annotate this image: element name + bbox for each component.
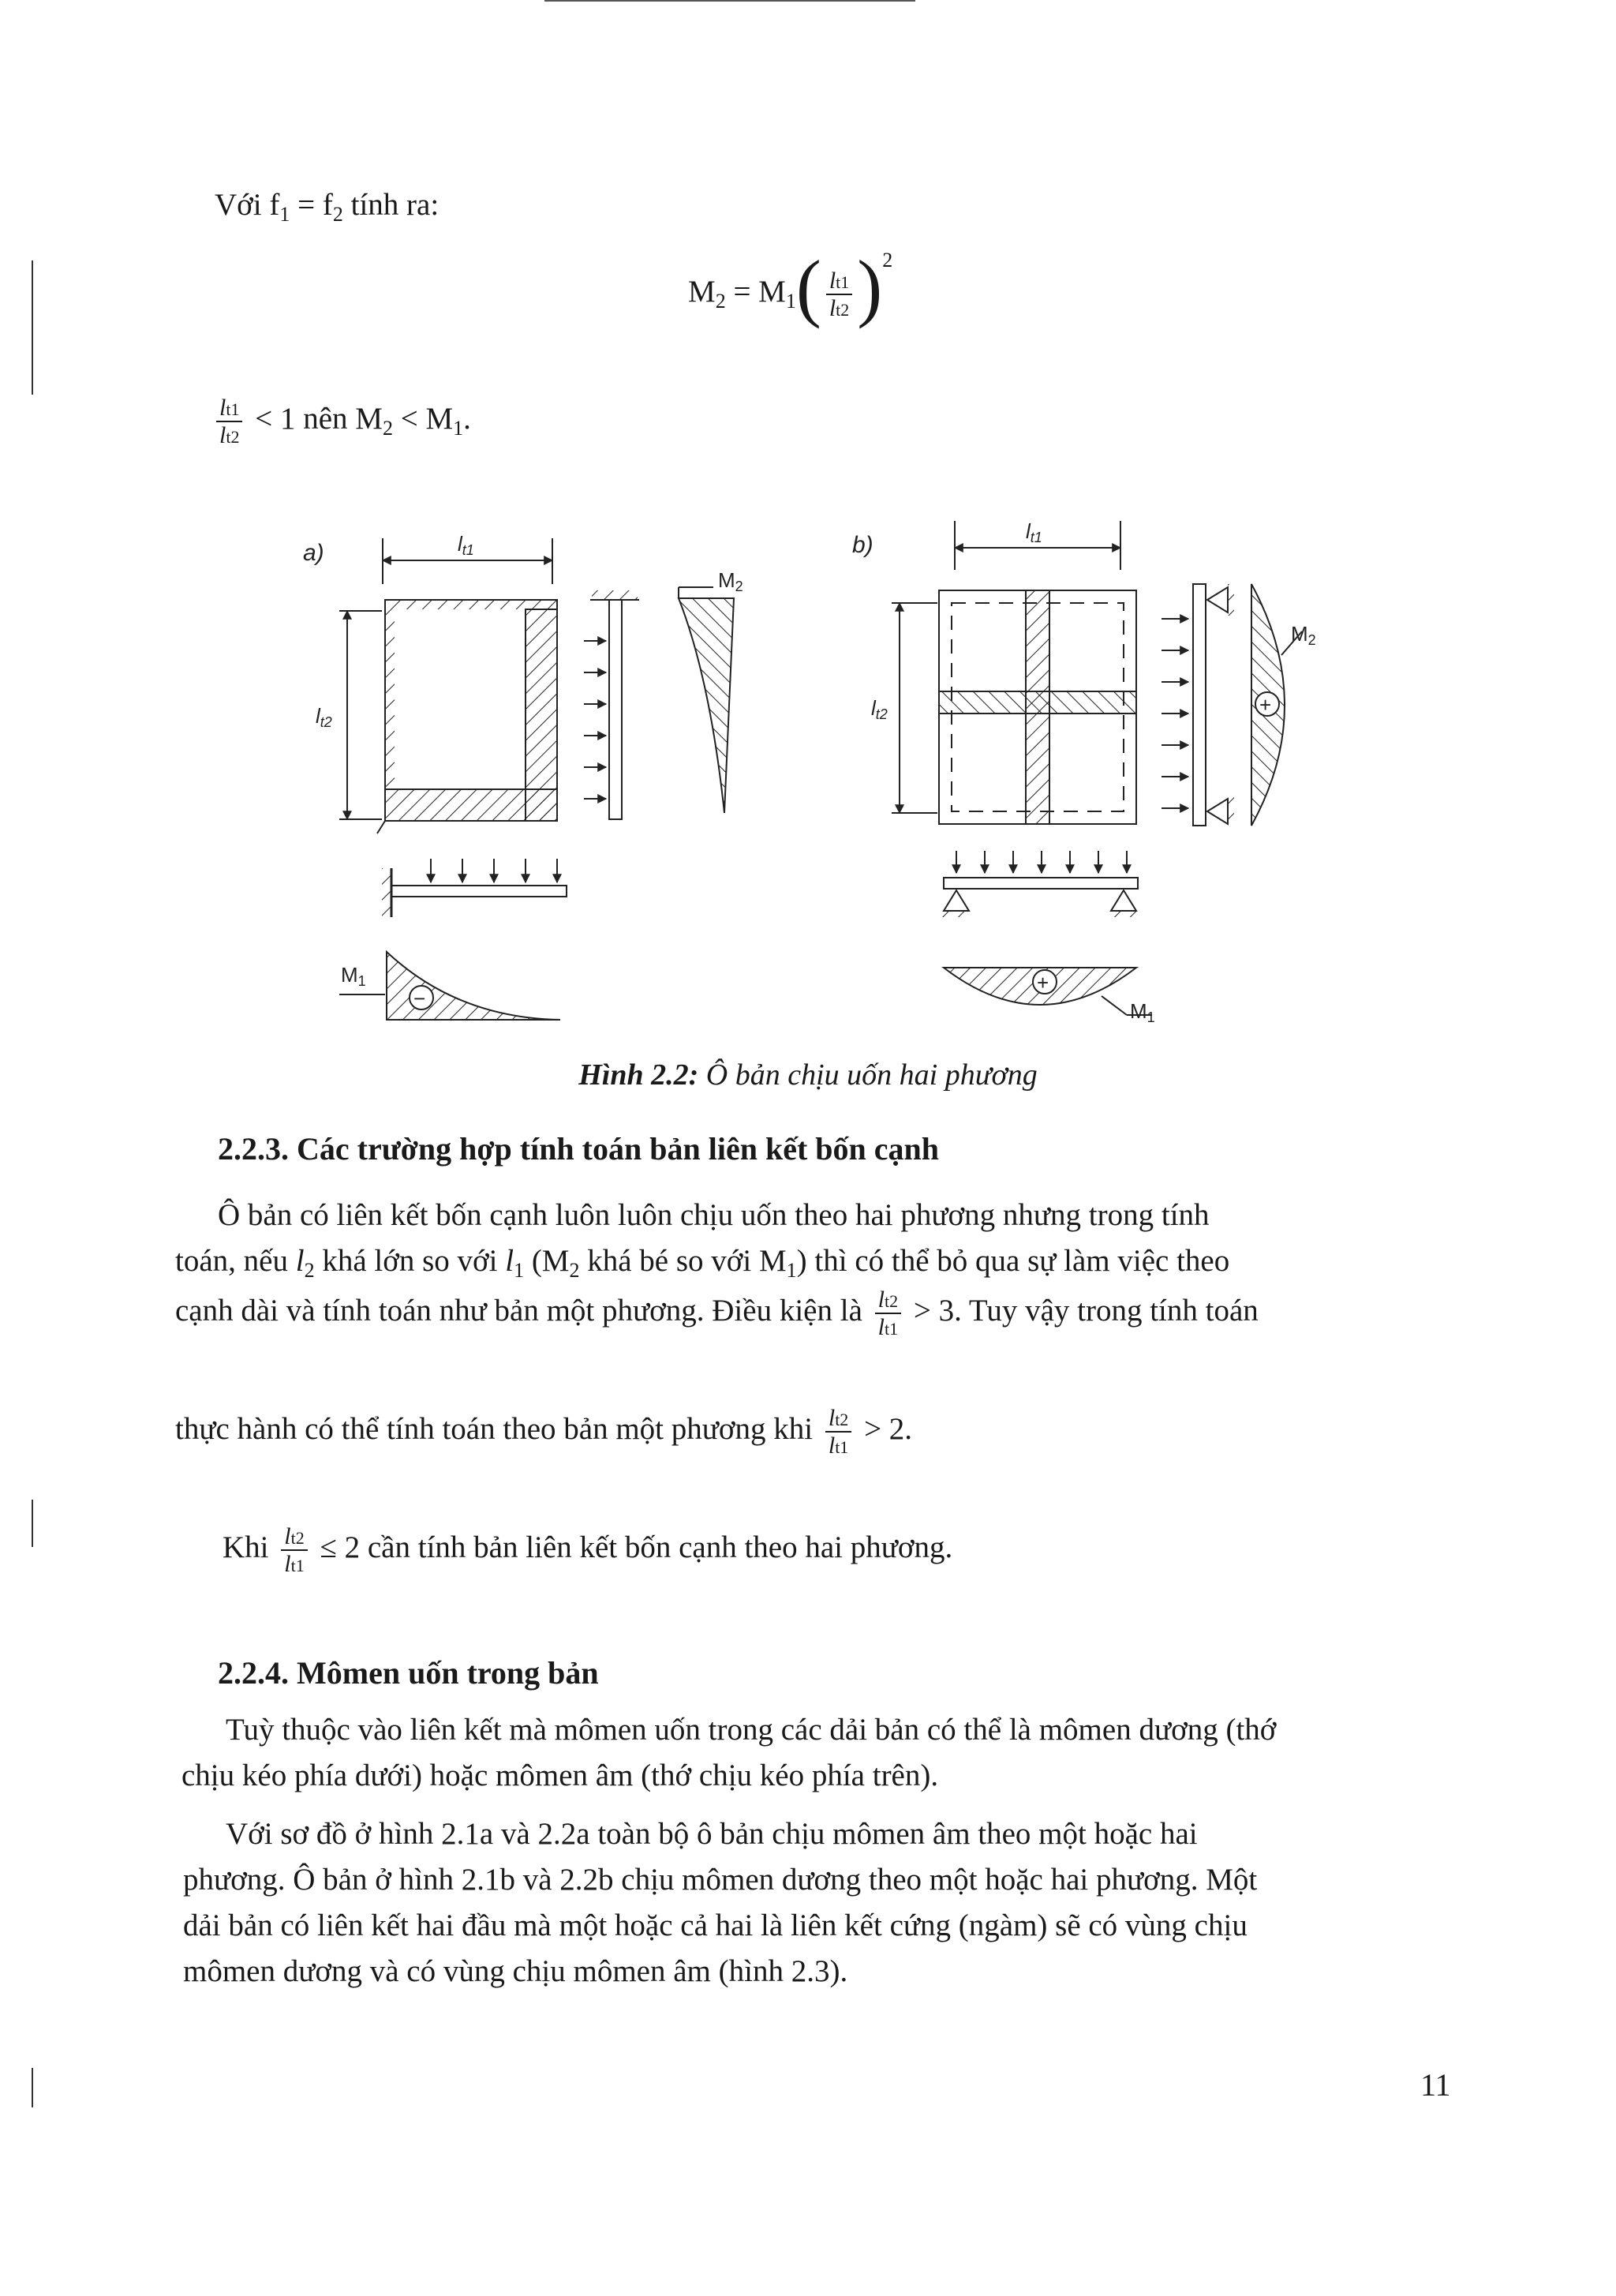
paragraph-223-line2: toán, nếu $l_2$ khá lớn so với $l_1$ ($M_2$ khá bé so với $M_1$) thì có thể bỏ qua sự làm việc theo	[175, 1244, 1230, 1282]
dimension-lt2-b	[871, 603, 937, 813]
formula-m2: $M_2 = M_1$( $\frac{lt1}{lt2}$ )$^2$	[688, 245, 893, 329]
dimension-lt1-b	[955, 519, 1120, 570]
paragraph-224-1b: chịu kéo phía dưới) hoặc mômen âm (thớ chịu kéo phía trên).	[181, 1759, 939, 1792]
ratio-fraction: $\frac{lt1}{lt2}$	[216, 395, 242, 448]
fraction-lt2-lt1: $\frac{lt2}{lt1}$	[825, 1405, 851, 1459]
svg-text:M1: M1	[1130, 999, 1155, 1025]
svg-text:M2: M2	[1291, 622, 1316, 648]
lt1-a-l: l	[458, 532, 462, 556]
load-arrows-bottom-a	[382, 859, 567, 917]
paragraph-224-2c: dải bản có liên kết hai đầu mà một hoặc cả hai là liên kết cứng (ngàm) sẽ có vùng chịu	[183, 1908, 1248, 1942]
margin-mark	[32, 1500, 33, 1547]
ratio-line: $\frac{lt1}{lt2}$ < 1 nên $M_2 < M_1$.	[211, 395, 471, 448]
load-arrows-bottom-b	[941, 851, 1139, 917]
lt1-a-sub: t1	[462, 542, 474, 558]
load-arrows-right-a	[584, 590, 639, 819]
load-arrows-right-b	[1162, 584, 1234, 827]
label-b: b)	[852, 532, 873, 558]
svg-text:+: +	[1037, 971, 1049, 994]
paragraph-224-2a: Với sơ đồ ở hình 2.1a và 2.2a toàn bộ ô bản chịu mômen âm theo một hoặc hai	[226, 1817, 1198, 1851]
figure-2-2	[0, 505, 1616, 1042]
svg-text:lt1	[458, 532, 474, 558]
svg-text:M1: M1	[341, 963, 366, 989]
intro-line: Với $f_1 = f_2$ tính ra:	[215, 188, 440, 226]
svg-text:lt2: lt2	[871, 696, 888, 722]
m2-diagram-a	[679, 568, 743, 813]
dimension-lt1-a	[383, 532, 552, 584]
label-a: a)	[303, 540, 324, 566]
margin-mark	[32, 2068, 33, 2107]
svg-text:lt2: lt2	[316, 704, 332, 730]
top-rule	[544, 0, 915, 2]
m1-diagram-b	[944, 968, 1155, 1025]
figure-caption: Hình 2.2: Ô bản chịu uốn hai phương	[578, 1058, 1038, 1092]
plate-b	[939, 590, 1136, 824]
svg-text:+: +	[1259, 693, 1272, 717]
paragraph-224-2b: phương. Ô bản ở hình 2.1b và 2.2b chịu mômen dương theo một hoặc hai phương. Một	[183, 1863, 1258, 1897]
fraction-lt2-lt1: $\frac{lt2}{lt1}$	[281, 1523, 307, 1577]
paragraph-223-line3: cạnh dài và tính toán như bản một phương. Điều kiện là $\frac{lt2}{lt1}$ > 3. Tuy vậy trong tính toán	[175, 1287, 1259, 1340]
formula-fraction: $\frac{lt1}{lt2}$	[826, 268, 852, 321]
paragraph-223-line5: Khi $\frac{lt2}{lt1}$ ≤ 2 cần tính bản liên kết bốn cạnh theo hai phương.	[223, 1523, 953, 1577]
margin-mark	[32, 260, 33, 395]
m2-diagram-b	[1251, 584, 1316, 826]
dimension-lt2-a	[316, 611, 382, 819]
svg-text:M2: M2	[718, 568, 743, 594]
heading-2-2-3: 2.2.3. Các trường hợp tính toán bản liên kết bốn cạnh	[218, 1131, 940, 1167]
paragraph-224-1a: Tuỳ thuộc vào liên kết mà mômen uốn trong các dải bản có thể là mômen dương (thớ	[226, 1713, 1277, 1747]
paragraph-223-line1: Ô bản có liên kết bốn cạnh luôn luôn chịu uốn theo hai phương nhưng trong tính	[218, 1198, 1210, 1232]
plate-a	[377, 600, 557, 833]
fraction-lt2-lt1: $\frac{lt2}{lt1}$	[875, 1287, 901, 1340]
heading-2-2-4: 2.2.4. Mômen uốn trong bản	[218, 1655, 599, 1691]
paragraph-223-line4: thực hành có thể tính toán theo bản một phương khi $\frac{lt2}{lt1}$ > 2.	[175, 1405, 913, 1459]
svg-text:−: −	[413, 987, 426, 1010]
paragraph-224-2d: mômen dương và có vùng chịu mômen âm (hình 2.3).	[183, 1954, 848, 1988]
m1-diagram-a	[339, 952, 560, 1020]
svg-text:lt1: lt1	[1026, 519, 1042, 545]
page-number: 11	[1420, 2067, 1451, 2103]
